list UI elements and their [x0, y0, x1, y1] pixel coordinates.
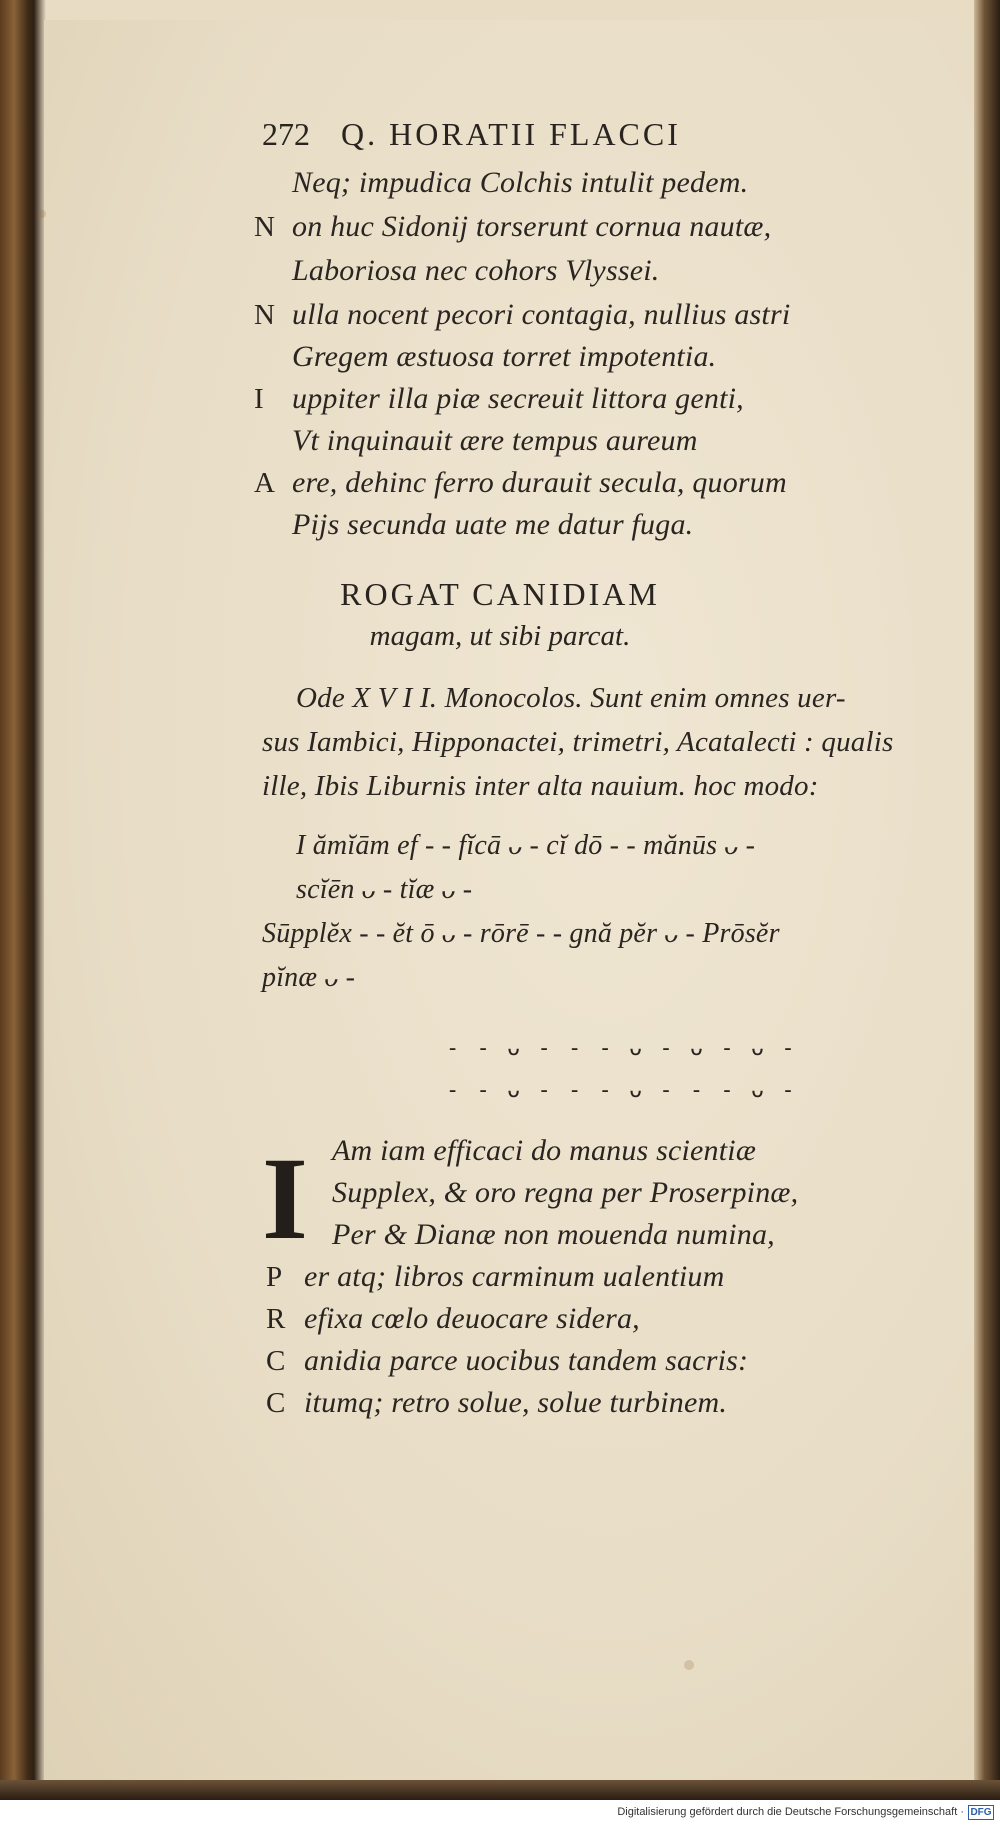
poem-line: Supplex, & oro regna per Proserpinæ,: [332, 1176, 799, 1209]
verse-text: itumq; retro solue, solue turbinem.: [304, 1386, 728, 1419]
running-head: [262, 116, 681, 153]
verse-text: ulla nocent pecori contagia, nullius astri: [292, 298, 791, 331]
verse-line: [292, 508, 693, 542]
ode-intro-line: ille, Ibis Liburnis inter alta nauium. hoc modo:: [262, 770, 819, 802]
verse-text: Laboriosa nec cohors Vlyssei.: [292, 254, 660, 287]
verse-text: ere, dehinc ferro durauit secula, quorum: [292, 466, 787, 499]
scansion-line: Sūpplĕx - - ĕt ō ᴗ - rōrē - - gnă pĕr ᴗ - Prōsĕr: [262, 918, 780, 949]
ode-intro-line: sus Iambici, Hipponactei, trimetri, Acatalecti : qualis: [262, 726, 894, 758]
verse-line: [254, 298, 790, 332]
ode-title: ROGAT CANIDIAM: [340, 576, 660, 612]
verse-line: [254, 210, 771, 244]
poem-line: [266, 1302, 640, 1336]
dfg-logo-icon[interactable]: DFG: [968, 1805, 994, 1820]
scansion-line: pĭnæ ᴗ -: [262, 962, 356, 993]
verse-text: anidia parce uocibus tandem sacris:: [304, 1344, 749, 1377]
verse-initial: A: [254, 467, 276, 499]
verse-text: on huc Sidonij torserunt cornua nautæ,: [292, 210, 772, 243]
verse-line: [254, 382, 744, 416]
poem-line: Per & Dianæ non mouenda numina,: [332, 1218, 775, 1251]
verse-initial: P: [266, 1261, 283, 1293]
verse-line: [292, 340, 716, 374]
drop-cap: I: [262, 1133, 308, 1264]
poem-line: Am iam efficaci do manus scientiæ: [332, 1134, 757, 1167]
page-number: 272: [262, 116, 310, 152]
verse-initial: N: [254, 299, 276, 331]
verse-text: Neq; impudica Colchis intulit pedem.: [292, 166, 749, 199]
verse-initial: C: [266, 1345, 286, 1377]
meter-scheme-line: - - ᴗ - - - ᴗ - - - ᴗ -: [446, 1078, 797, 1103]
meter-scheme-line: - - ᴗ - - - ᴗ - ᴗ - ᴗ -: [446, 1036, 797, 1061]
running-title: Q. HORATII FLACCI: [341, 116, 681, 152]
verse-initial: R: [266, 1303, 286, 1335]
verse-text: Pijs secunda uate me datur fuga.: [292, 508, 694, 541]
dfg-credit: Digitalisierung gefördert durch die Deutsche Forschungsgemeinschaft ·: [617, 1806, 964, 1818]
verse-initial: N: [254, 211, 276, 243]
verse-initial: I: [254, 383, 264, 415]
verse-initial: C: [266, 1387, 286, 1419]
poem-line: [266, 1344, 748, 1378]
poem-line: [266, 1386, 727, 1420]
verse-line: [292, 254, 659, 288]
scansion-line: scĭēn ᴗ - tĭæ ᴗ -: [296, 874, 473, 905]
scansion-line: I ămĭām ef - - fĭcā ᴗ - cĭ dō - - mănūs ᴗ -: [296, 830, 756, 861]
verse-text: uppiter illa piæ secreuit littora genti,: [292, 382, 744, 415]
poem-line: [266, 1260, 724, 1294]
ode-intro-line: Ode X V I I. Monocolos. Sunt enim omnes uer-: [296, 682, 846, 714]
verse-line: [292, 424, 698, 458]
verse-text: Vt inquinauit ære tempus aureum: [292, 424, 698, 457]
verse-text: Gregem æstuosa torret impotentia.: [292, 340, 717, 373]
verse-line: [254, 466, 787, 500]
verse-line: [292, 166, 748, 200]
verse-text: efixa cœlo deuocare sidera,: [304, 1302, 640, 1335]
verse-text: er atq; libros carminum ualentium: [304, 1260, 725, 1293]
ode-subtitle: magam, ut sibi parcat.: [369, 620, 631, 652]
